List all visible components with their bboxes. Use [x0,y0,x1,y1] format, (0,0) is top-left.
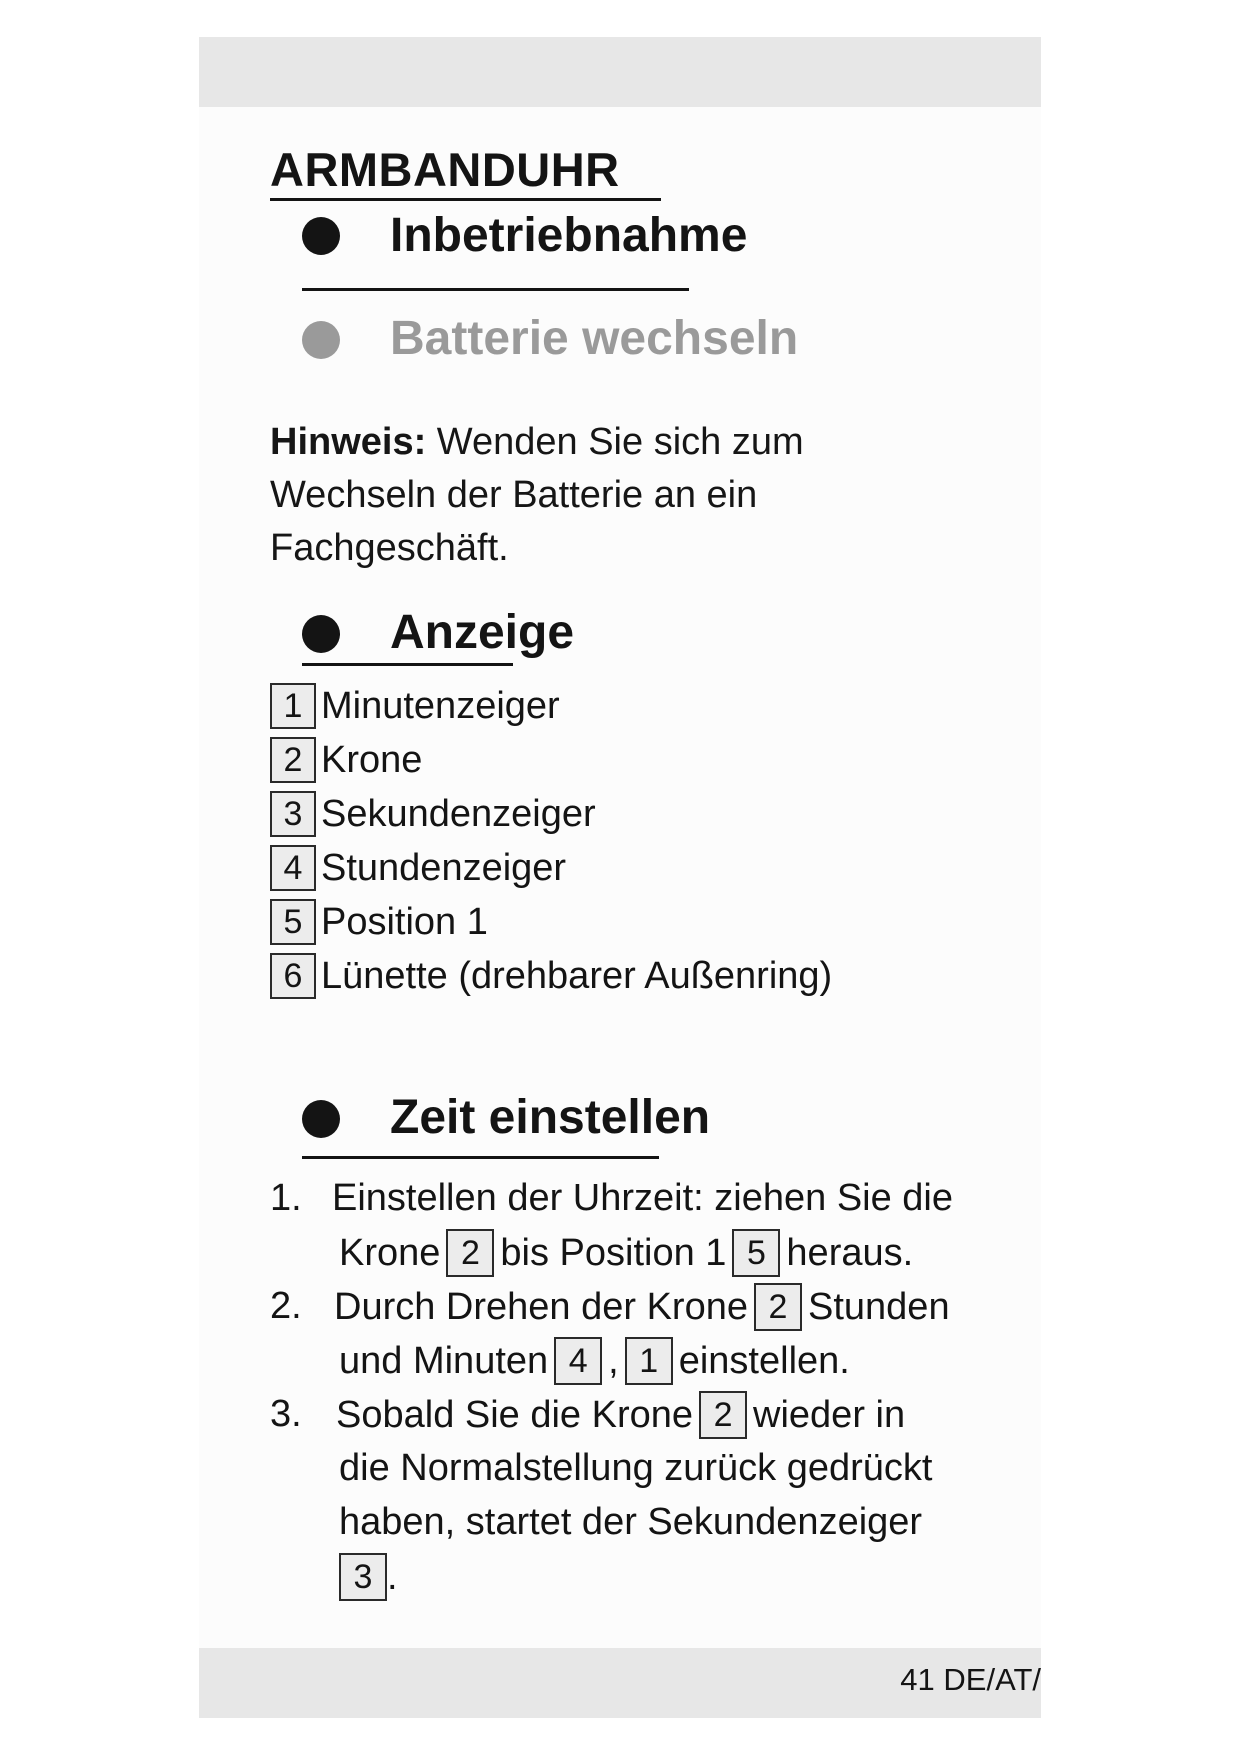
step-text: haben, startet der Sekundenzeiger [339,1501,923,1543]
manual-page [199,37,1041,1718]
step-text-part: Durch Drehen der Krone [334,1286,748,1329]
heading-inbetriebnahme: Inbetriebnahme [390,209,748,262]
part-label: Minutenzeiger [321,684,560,727]
heading-anzeige: Anzeige [390,606,575,659]
step-text: die Normalstellung zurück gedrückt [339,1447,933,1489]
step-text-part: bis Position 1 [500,1232,727,1275]
list-item [270,735,422,785]
step-number: 3. [270,1393,302,1435]
step-text-part: und Minuten [339,1340,549,1383]
heading-zeit-einstellen: Zeit einstellen [390,1091,711,1144]
bullet-icon [302,321,340,359]
list-item [270,897,488,947]
list-item [270,951,832,1001]
step-text-part: wieder in [753,1394,906,1437]
list-item [270,789,596,839]
part-label: Sekundenzeiger [321,792,596,835]
heading-underline [302,1156,659,1159]
list-item [270,681,560,731]
step-text-part: Sobald Sie die Krone [336,1394,694,1437]
reference-number-box: 2 [699,1391,747,1439]
step-text: Einstellen der Uhrzeit: ziehen Sie die [332,1177,954,1219]
reference-number-box: 2 [270,737,316,783]
note-paragraph [270,416,970,575]
reference-number-box: 1 [270,683,316,729]
heading-batterie-wechseln: Batterie wechseln [390,312,799,365]
step-text-part: einstellen. [678,1340,850,1383]
bullet-icon [302,1100,340,1138]
note-text-line3: Fachgeschäft. [270,527,509,569]
step-text-part: , [608,1340,619,1383]
part-label: Stundenzeiger [321,846,567,889]
reference-number-box: 3 [270,791,316,837]
step-text-part: Krone [339,1232,441,1275]
reference-number-box: 5 [732,1229,780,1277]
heading-underline [302,288,689,291]
bullet-icon [302,217,340,255]
step-number: 1. [270,1177,302,1219]
reference-number-box: 2 [754,1283,802,1331]
list-item [270,843,566,893]
page-title: ARMBANDUHR [270,143,620,196]
step-text [339,1231,913,1279]
note-label: Hinweis: [270,421,427,463]
title-underline [270,198,661,201]
reference-number-box: 3 [339,1553,387,1601]
reference-number-box: 2 [446,1229,494,1277]
reference-number-box: 5 [270,899,316,945]
step-text [339,1339,850,1387]
page-number: 41 DE/AT/ [900,1662,1041,1697]
step-number: 2. [270,1285,302,1327]
step-text [334,1285,950,1333]
part-label: Lünette (drehbarer Außenring) [321,954,833,997]
step-text-part: . [387,1556,398,1599]
part-label: Krone [321,738,423,781]
step-text-part: Stunden [808,1286,950,1329]
footer-band [199,1648,1041,1718]
note-text-line1: Wenden Sie sich zum [426,421,804,463]
heading-underline [302,663,513,666]
header-band [199,37,1041,107]
step-text [336,1393,905,1441]
reference-number-box: 6 [270,953,316,999]
note-text-line2: Wechseln der Batterie an ein [270,474,758,516]
reference-number-box: 4 [270,845,316,891]
part-label: Position 1 [321,900,488,943]
bullet-icon [302,615,340,653]
reference-number-box: 1 [625,1337,673,1385]
reference-number-box: 4 [554,1337,602,1385]
step-text [339,1555,398,1603]
step-text-part: heraus. [786,1232,914,1275]
